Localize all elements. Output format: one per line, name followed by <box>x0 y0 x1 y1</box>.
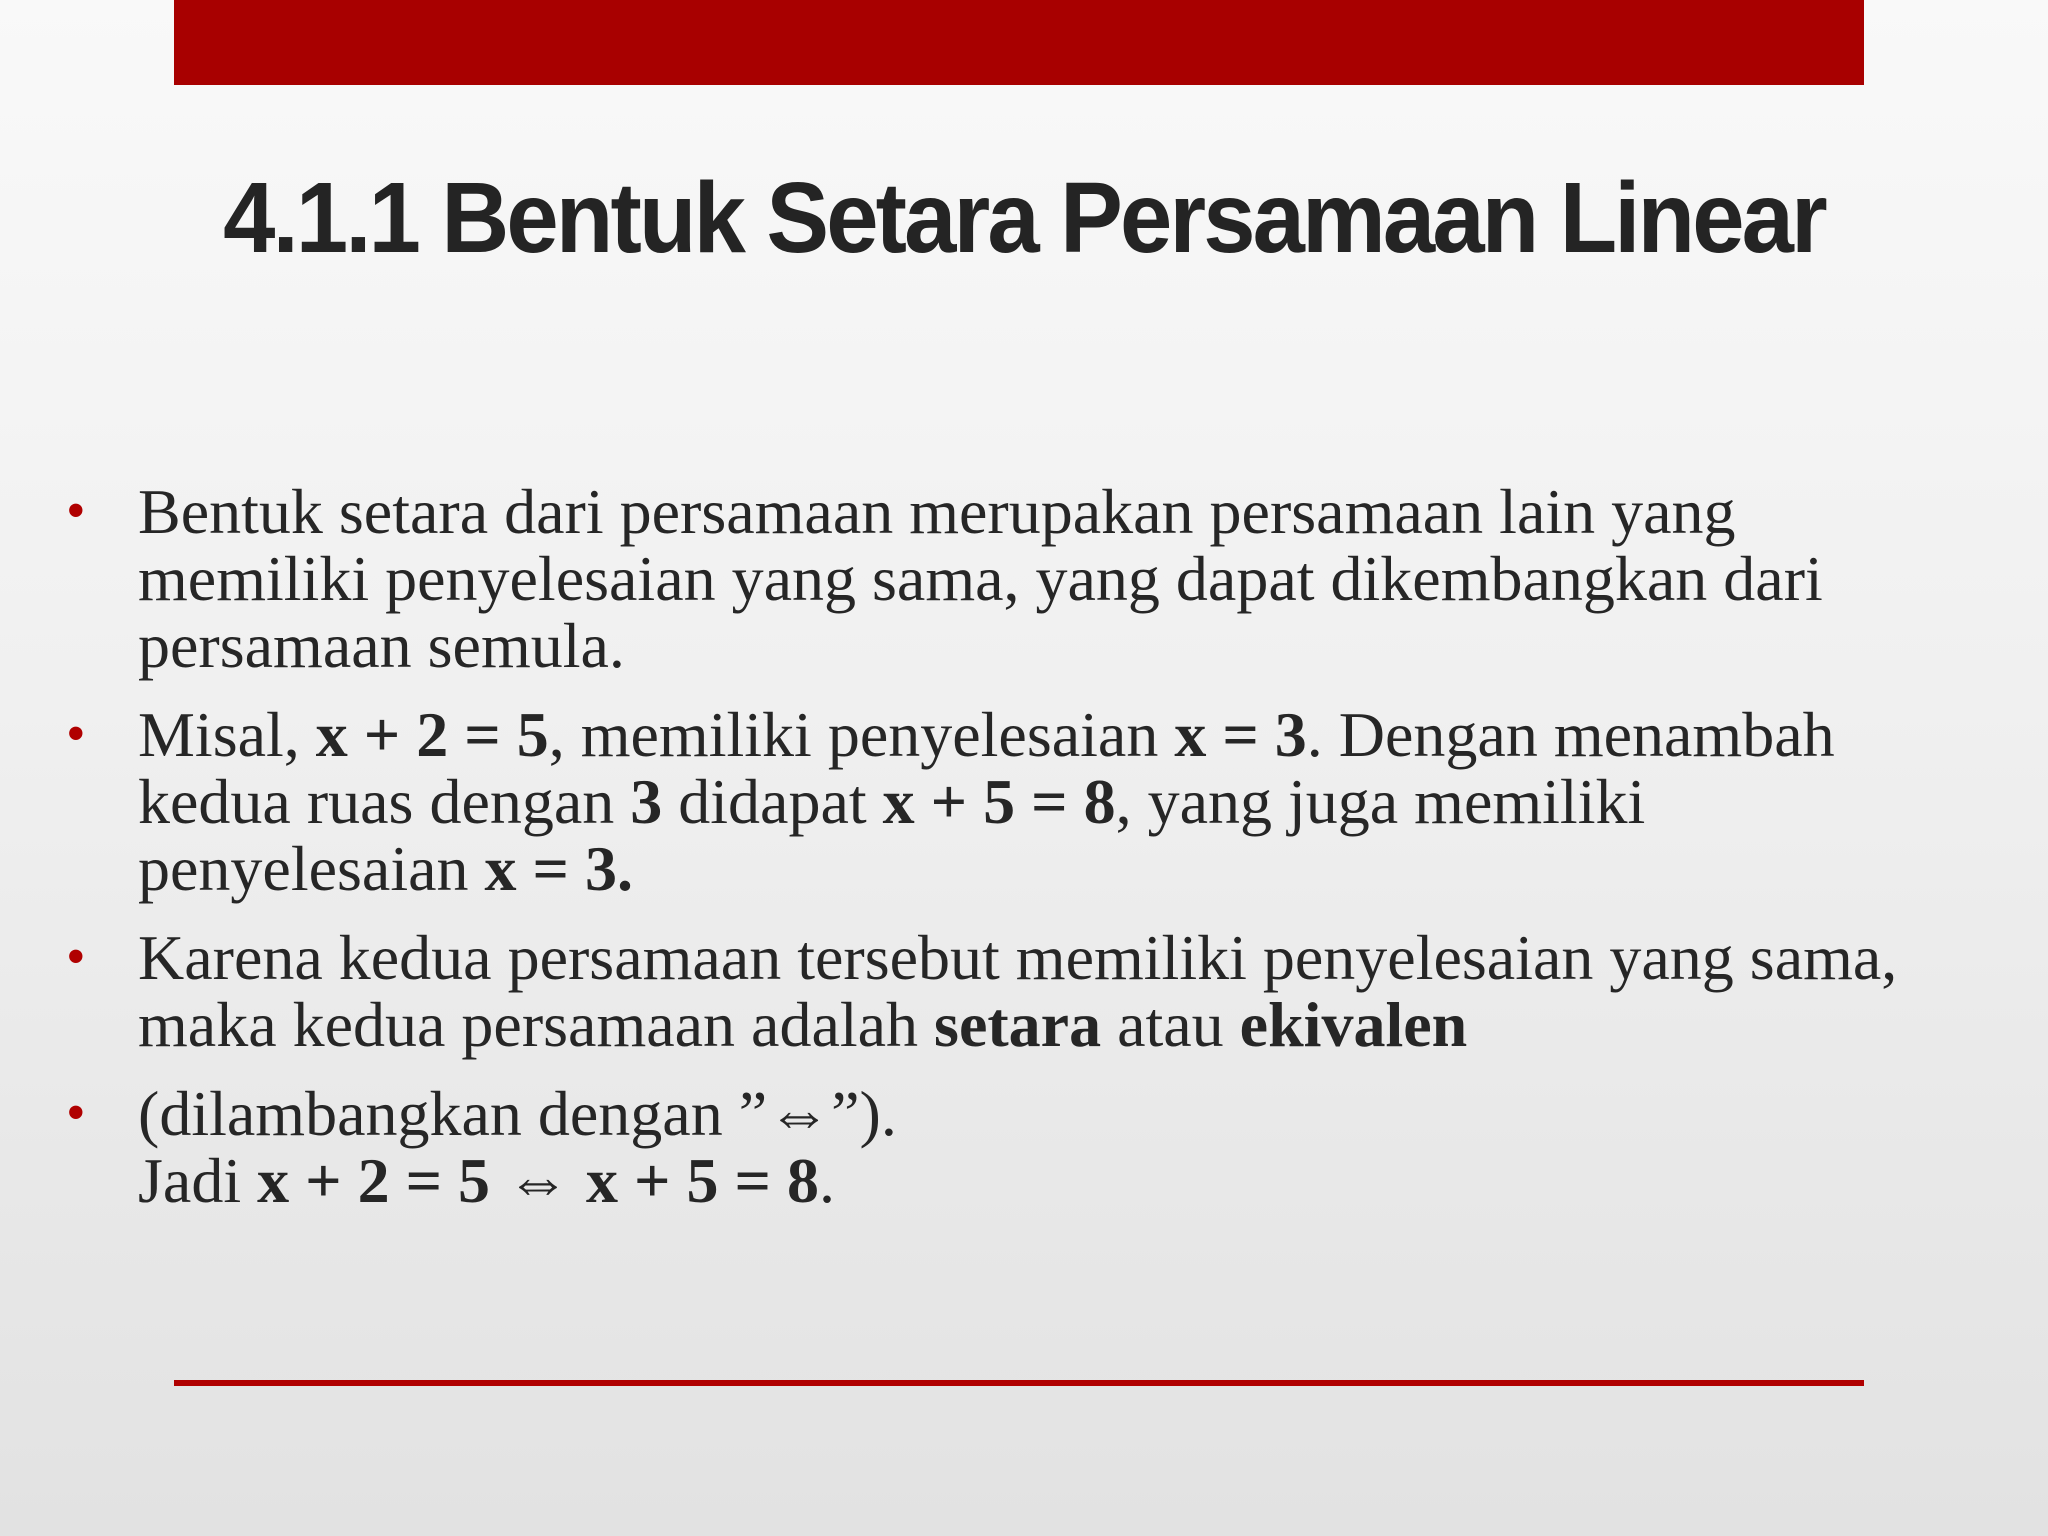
bullet-text <box>138 922 1897 1060</box>
equation: x + 2 = 5 <box>315 699 549 770</box>
bullet-text <box>138 476 1823 681</box>
conclusion-line <box>138 1147 1938 1214</box>
text-segment: didapat <box>662 766 883 837</box>
bullet-item <box>66 476 1938 681</box>
key-term: setara <box>934 989 1102 1060</box>
symbol-note: (dilambangkan dengan ”⇔”). <box>138 1078 897 1149</box>
equation: x + 5 = 8 <box>586 1145 819 1216</box>
bullet-marker: • <box>66 480 86 542</box>
bullet-text <box>138 699 1835 904</box>
text-segment: Jadi <box>138 1145 258 1216</box>
bullet-list <box>66 476 1938 1236</box>
text-segment: . Dengan menambah kedua ruas dengan <box>138 699 1835 837</box>
equation: x = 3 <box>1174 699 1307 770</box>
text-segment: , yang juga memiliki penyelesaian <box>138 766 1646 904</box>
bullet-item <box>66 922 1938 1060</box>
top-accent-bar <box>174 0 1864 85</box>
text-segment: atau <box>1101 989 1240 1060</box>
text-segment: , memiliki penyelesaian <box>548 699 1175 770</box>
equation: x + 2 = 5 <box>257 1145 491 1216</box>
text-segment: Karena kedua persamaan tersebut memiliki penyelesaian yang sama, maka kedua persamaan adalah <box>138 922 1898 1060</box>
bullet-marker: • <box>66 703 86 765</box>
bullet-marker: • <box>66 1082 86 1144</box>
slide-title: 4.1.1 Bentuk Setara Persamaan Linear <box>223 162 1825 274</box>
bullet-item <box>66 699 1938 904</box>
equation: x = 3. <box>484 833 633 904</box>
equation: x + 5 = 8 <box>882 766 1116 837</box>
bullet-item <box>66 1078 1938 1216</box>
bottom-divider <box>174 1380 1864 1386</box>
equivalence-symbol: ⇔ <box>490 1145 587 1216</box>
bullet-text <box>138 1080 1938 1214</box>
key-term: ekivalen <box>1239 989 1468 1060</box>
equation: 3 <box>630 766 663 837</box>
bullet-marker: • <box>66 926 86 988</box>
text-segment: Misal, <box>138 699 316 770</box>
text-segment: Bentuk setara dari persamaan merupakan persamaan lain yang memiliki penyelesaian yang sama, yang dapat dikembangkan dari persamaan semula. <box>138 476 1823 681</box>
text-segment: . <box>818 1145 835 1216</box>
